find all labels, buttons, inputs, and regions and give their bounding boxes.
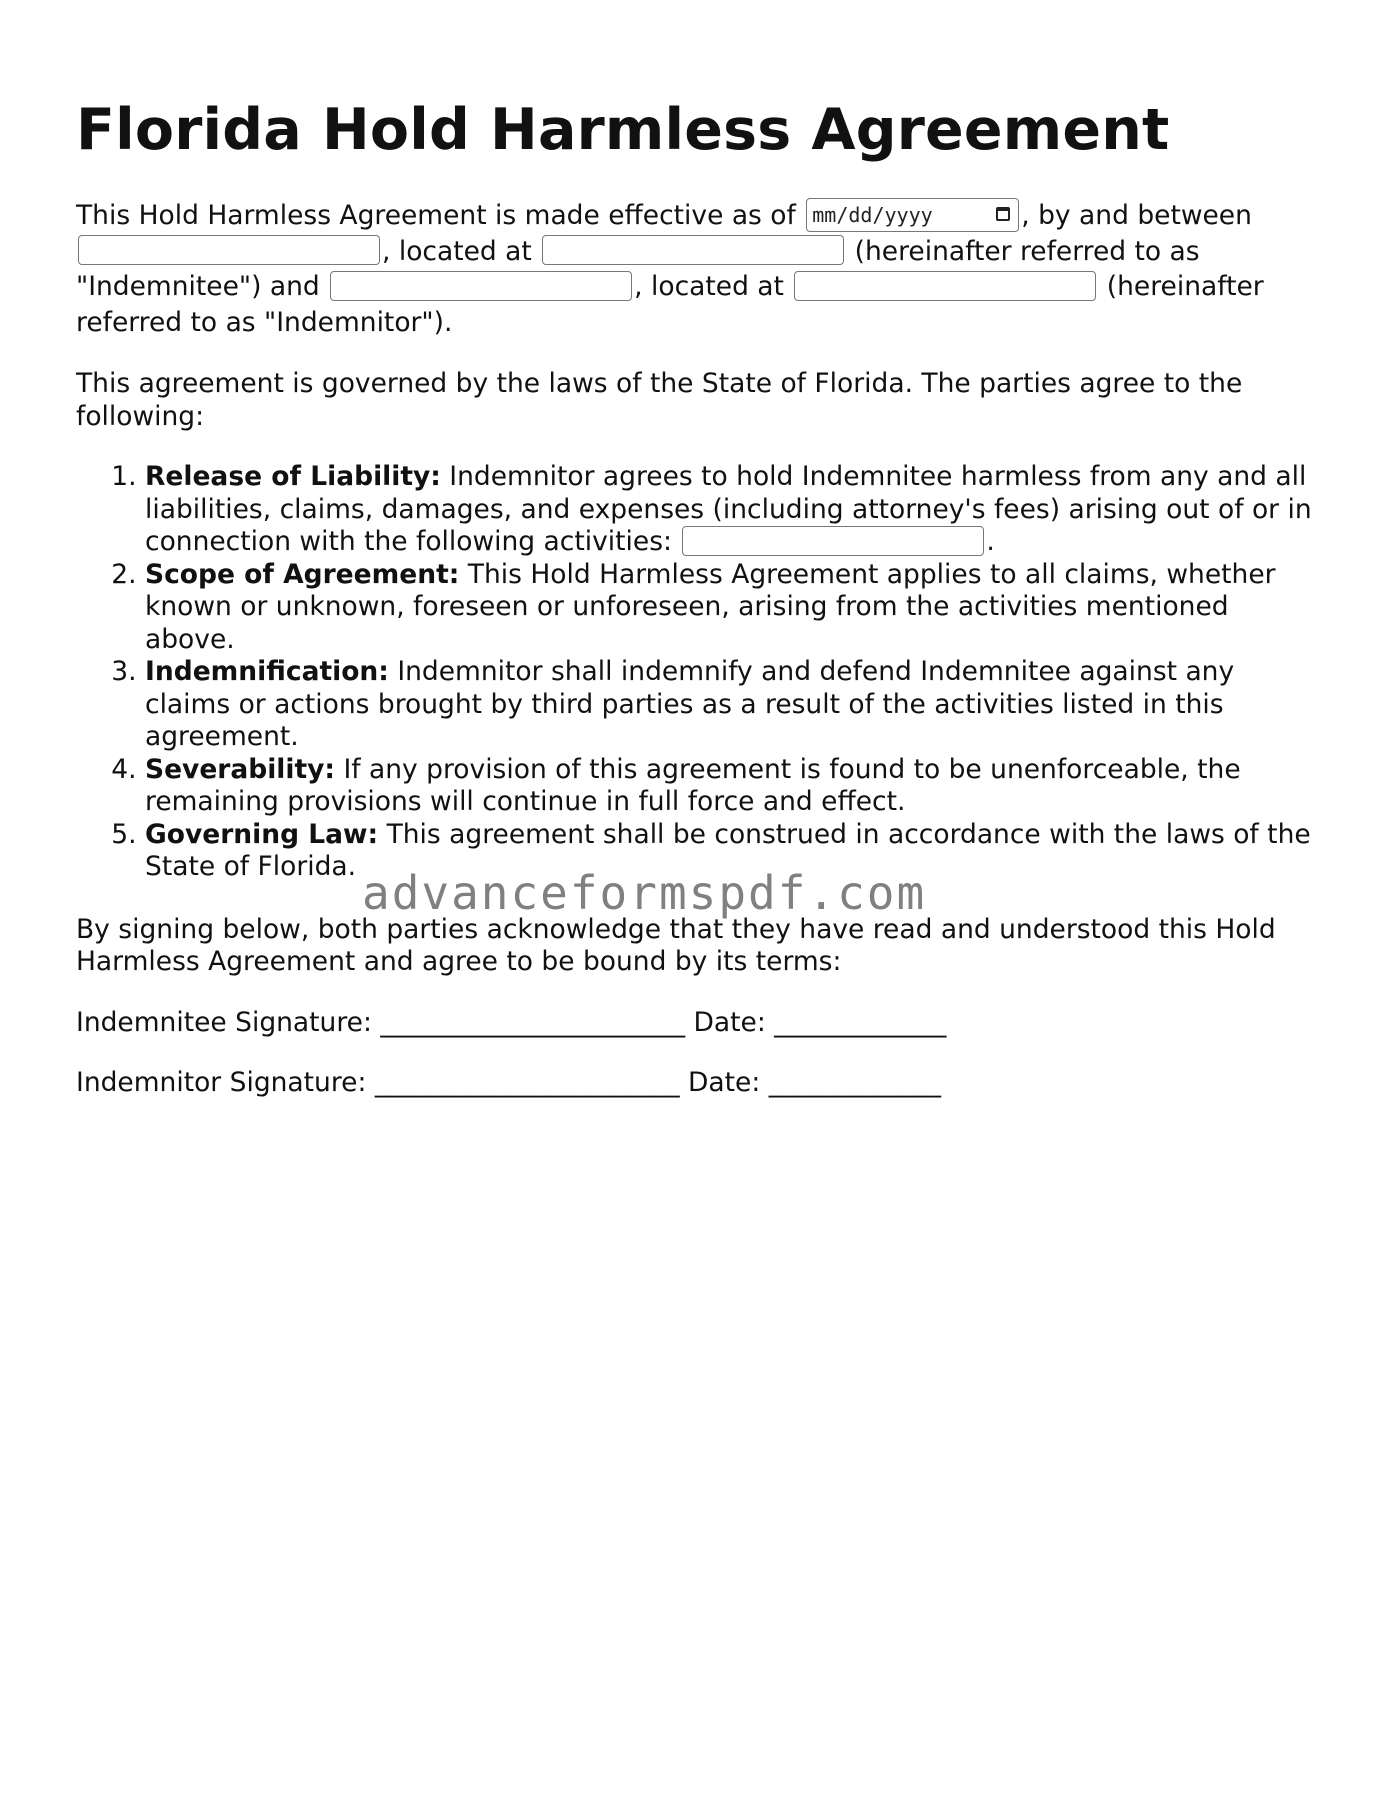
clause-heading: Scope of Agreement:	[145, 558, 460, 590]
intro-text-3: , located at	[382, 235, 541, 267]
clause-governing-law	[145, 819, 1326, 884]
intro-paragraph	[76, 198, 1326, 340]
clause-heading: Indemnification:	[145, 656, 389, 687]
clause-indemnification	[145, 656, 1326, 754]
activities-input[interactable]	[682, 526, 984, 556]
calendar-icon[interactable]	[996, 207, 1010, 221]
indemnitee-name-input[interactable]	[78, 235, 380, 265]
clause-text: Indemnitor shall indemnify and defend Indemnitee against any claims or actions brought by third parties as a result of the activities listed in this agreement.	[145, 656, 1235, 752]
clause-text: This Hold Harmless Agreement applies to all claims, whether known or unknown, foreseen or unforeseen, arising from the activities mentioned above.	[145, 558, 1276, 655]
clause-list	[76, 461, 1326, 884]
clause-heading: Severability:	[145, 753, 336, 785]
date-placeholder: mm/dd/yyyy	[812, 202, 933, 227]
clause-text: If any provision of this agreement is found to be unenforceable, the remaining provisions will continue in full force and effect.	[145, 753, 1241, 817]
acknowledgement-paragraph: By signing below, both parties acknowledge that they have read and understood this Hold Harmless Agreement and agree to be bound by its terms:	[76, 913, 1276, 977]
intro-text-6: (hereinafter referred to as "Indemnitor").	[76, 271, 1264, 338]
clause-text: This agreement shall be construed in accordance with the laws of the State of Florida.	[145, 818, 1311, 882]
clause-heading: Governing Law:	[145, 818, 379, 850]
clause-heading: Release of Liability:	[145, 461, 441, 492]
intro-text-4: (hereinafter referred to as "Indemnitee") and	[76, 235, 1200, 302]
governing-statement: This agreement is governed by the laws of the State of Florida. The parties agree to the following:	[76, 368, 1243, 432]
document-page	[76, 0, 1326, 1100]
indemnitor-address-input[interactable]	[794, 271, 1096, 301]
indemnitee-signature-line: Indemnitee Signature: _______________________ Date: _____________	[76, 1006, 947, 1038]
indemnitor-signature-line: Indemnitor Signature: _______________________ Date: _____________	[76, 1067, 941, 1098]
clause-period: .	[986, 526, 995, 557]
watermark: advanceformspdf.com	[362, 866, 927, 920]
page-title: Florida Hold Harmless Agreement	[76, 97, 1170, 163]
clause-text: Indemnitor agrees to hold Indemnitee harmless from any and all liabilities, claims, damages, and expenses (including attorney's fees) arising out of or in connection with the following activities:	[145, 461, 1312, 557]
clause-scope-of-agreement	[145, 559, 1326, 657]
intro-text-2: , by and between	[1021, 200, 1252, 231]
indemnitee-address-input[interactable]	[542, 235, 844, 265]
indemnitor-name-input[interactable]	[330, 271, 632, 301]
intro-text-5: , located at	[634, 271, 793, 302]
intro-text-1: This Hold Harmless Agreement is made effective as of	[76, 200, 805, 231]
clause-severability	[145, 754, 1326, 819]
effective-date-input[interactable]	[806, 198, 1019, 232]
clause-release-of-liability	[145, 461, 1326, 559]
